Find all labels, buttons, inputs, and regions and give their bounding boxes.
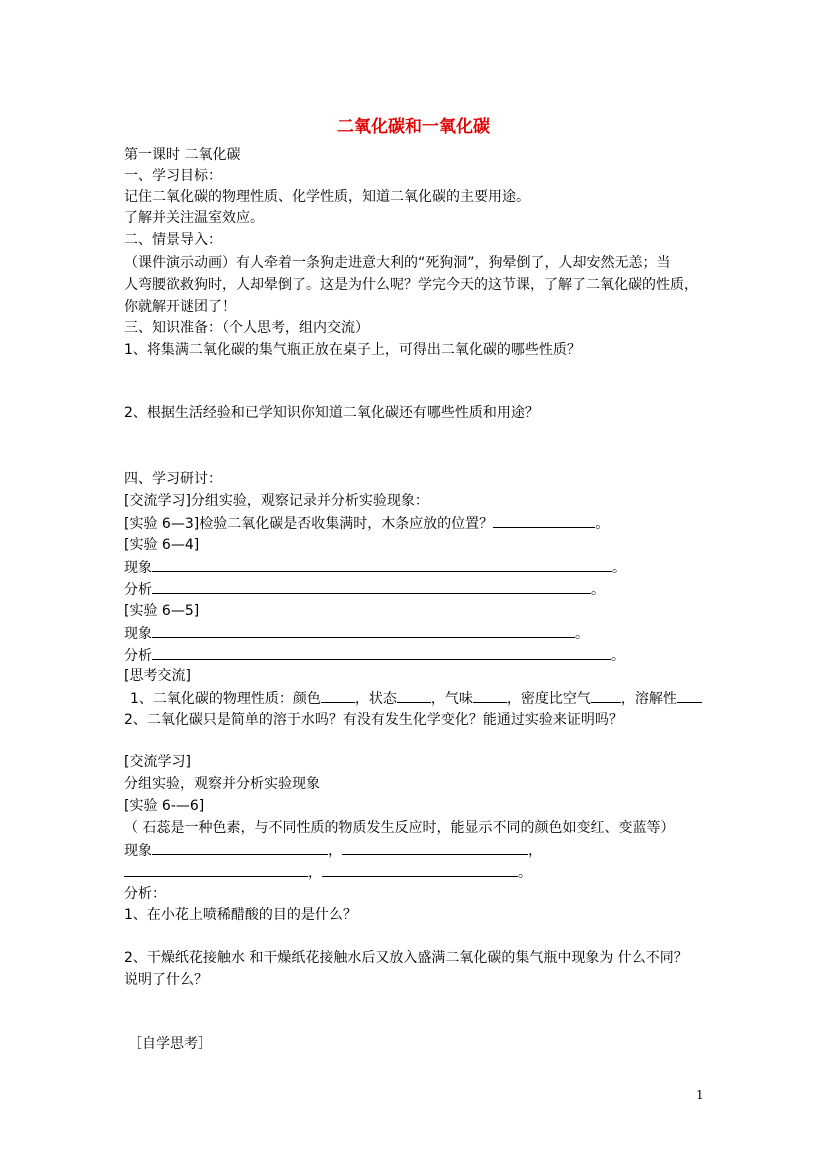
answer-blank[interactable] xyxy=(493,513,595,528)
analysis-question-2-cont: 说明了什么？ xyxy=(124,972,208,988)
section-scenario-heading: 二、情景导入： xyxy=(124,232,222,248)
think-question-2: 2、二氧化碳只是简单的溶于水吗？有没有发生化学变化？能通过实验来证明吗？ xyxy=(124,712,623,728)
litmus-note: （ 石蕊是一种色素，与不同性质的物质发生反应时，能显示不同的颜色如变红、变蓝等） xyxy=(124,820,675,836)
section-preparation-heading: 三、知识准备：（个人思考，组内交流） xyxy=(124,320,369,336)
scenario-line-3: 你就解开谜团了！ xyxy=(124,299,236,315)
phenomenon-label: 现象 xyxy=(124,843,152,859)
objective-line-2: 了解并关注温室效应。 xyxy=(124,210,264,226)
answer-blank[interactable] xyxy=(321,688,355,703)
answer-blank[interactable] xyxy=(152,840,328,855)
document-title: 二氧化碳和一氧化碳 xyxy=(337,117,490,137)
experiment-6-5-label: [实验 6—5] xyxy=(124,603,200,619)
answer-blank[interactable] xyxy=(342,840,528,855)
section-objectives-heading: 一、学习目标： xyxy=(124,168,222,184)
phenomenon-label: 现象 xyxy=(124,626,152,642)
punctuation: 。 xyxy=(591,582,605,598)
density-label: ，密度比空气 xyxy=(506,691,591,707)
exchange-learning-label: [交流学习] xyxy=(124,754,191,770)
color-label: 1、二氧化碳的物理性质：颜色 xyxy=(130,691,321,707)
preparation-question-1: 1、将集满二氧化碳的集气瓶正放在桌子上，可得出二氧化碳的哪些性质？ xyxy=(124,342,581,358)
answer-blank[interactable] xyxy=(677,688,702,703)
experiment-6-6-phenomenon xyxy=(124,840,542,861)
group-experiment-intro: 分组实验，观察并分析实验现象 xyxy=(124,776,320,792)
experiment-6-4-phenomenon xyxy=(124,557,626,578)
analysis-label: 分析 xyxy=(124,582,152,598)
punctuation: ， xyxy=(528,843,542,859)
analysis-label: 分析 xyxy=(124,648,152,664)
odor-label: ，气味 xyxy=(430,691,473,707)
answer-blank[interactable] xyxy=(473,688,507,703)
experiment-6-4-analysis xyxy=(124,579,605,600)
scenario-line-1: （课件演示动画）有人牵着一条狗走进意大利的“死狗洞”，狗晕倒了，人却安然无恙；当 xyxy=(124,255,671,271)
preparation-question-2: 2、根据生活经验和已学知识你知道二氧化碳还有哪些性质和用途？ xyxy=(124,405,539,421)
physical-properties-line xyxy=(130,688,702,709)
answer-blank[interactable] xyxy=(591,688,621,703)
scenario-line-2: 人弯腰欲救狗时，人却晕倒了。这是为什么呢？学完今天的这节课，了解了二氧化碳的性质， xyxy=(124,277,698,293)
solubility-label: ，溶解性 xyxy=(620,691,677,707)
answer-blank[interactable] xyxy=(152,623,575,638)
answer-blank[interactable] xyxy=(152,557,612,572)
punctuation: ， xyxy=(328,843,342,859)
think-exchange-label: [思考交流] xyxy=(124,668,191,684)
punctuation: 。 xyxy=(575,626,589,642)
experiment-6-3-line xyxy=(124,513,609,534)
punctuation: 。 xyxy=(518,865,532,881)
experiment-6-4-label: [实验 6—4] xyxy=(124,537,200,553)
phenomenon-label: 现象 xyxy=(124,560,152,576)
experiment-6-6-phenomenon-cont xyxy=(124,862,532,883)
state-label: ，状态 xyxy=(354,691,397,707)
experiment-6-6-label: [实验 6-—6] xyxy=(124,798,205,814)
self-study-label: ［自学思考］ xyxy=(128,1036,212,1052)
objective-line-1: 记住二氧化碳的物理性质、化学性质，知道二氧化碳的主要用途。 xyxy=(124,189,530,205)
punctuation: 。 xyxy=(611,648,625,664)
exchange-learning-intro: [交流学习]分组实验，观察记录并分析实验现象： xyxy=(124,493,429,509)
punctuation: ， xyxy=(308,865,322,881)
experiment-6-5-phenomenon xyxy=(124,623,589,644)
answer-blank[interactable] xyxy=(322,862,518,877)
section-study-heading: 四、学习研讨： xyxy=(124,471,222,487)
answer-blank[interactable] xyxy=(152,645,611,660)
answer-blank[interactable] xyxy=(124,862,308,877)
page-number: 1 xyxy=(696,1088,704,1102)
experiment-6-3-text: [实验 6—3]检验二氧化碳是否收集满时，木条应放的位置？ xyxy=(124,516,494,532)
punctuation: 。 xyxy=(612,560,626,576)
analysis-question-1: 1、在小花上喷稀醋酸的目的是什么？ xyxy=(124,907,357,923)
lesson-heading: 第一课时 二氧化碳 xyxy=(124,147,241,163)
analysis-heading: 分析： xyxy=(124,886,166,902)
experiment-6-5-analysis xyxy=(124,645,625,666)
answer-blank[interactable] xyxy=(152,579,591,594)
punctuation: 。 xyxy=(595,516,610,532)
analysis-question-2: 2、干燥纸花接触水 和干燥纸花接触水后又放入盛满二氧化碳的集气瓶中现象为 什么不同？ xyxy=(124,950,688,966)
answer-blank[interactable] xyxy=(397,688,431,703)
